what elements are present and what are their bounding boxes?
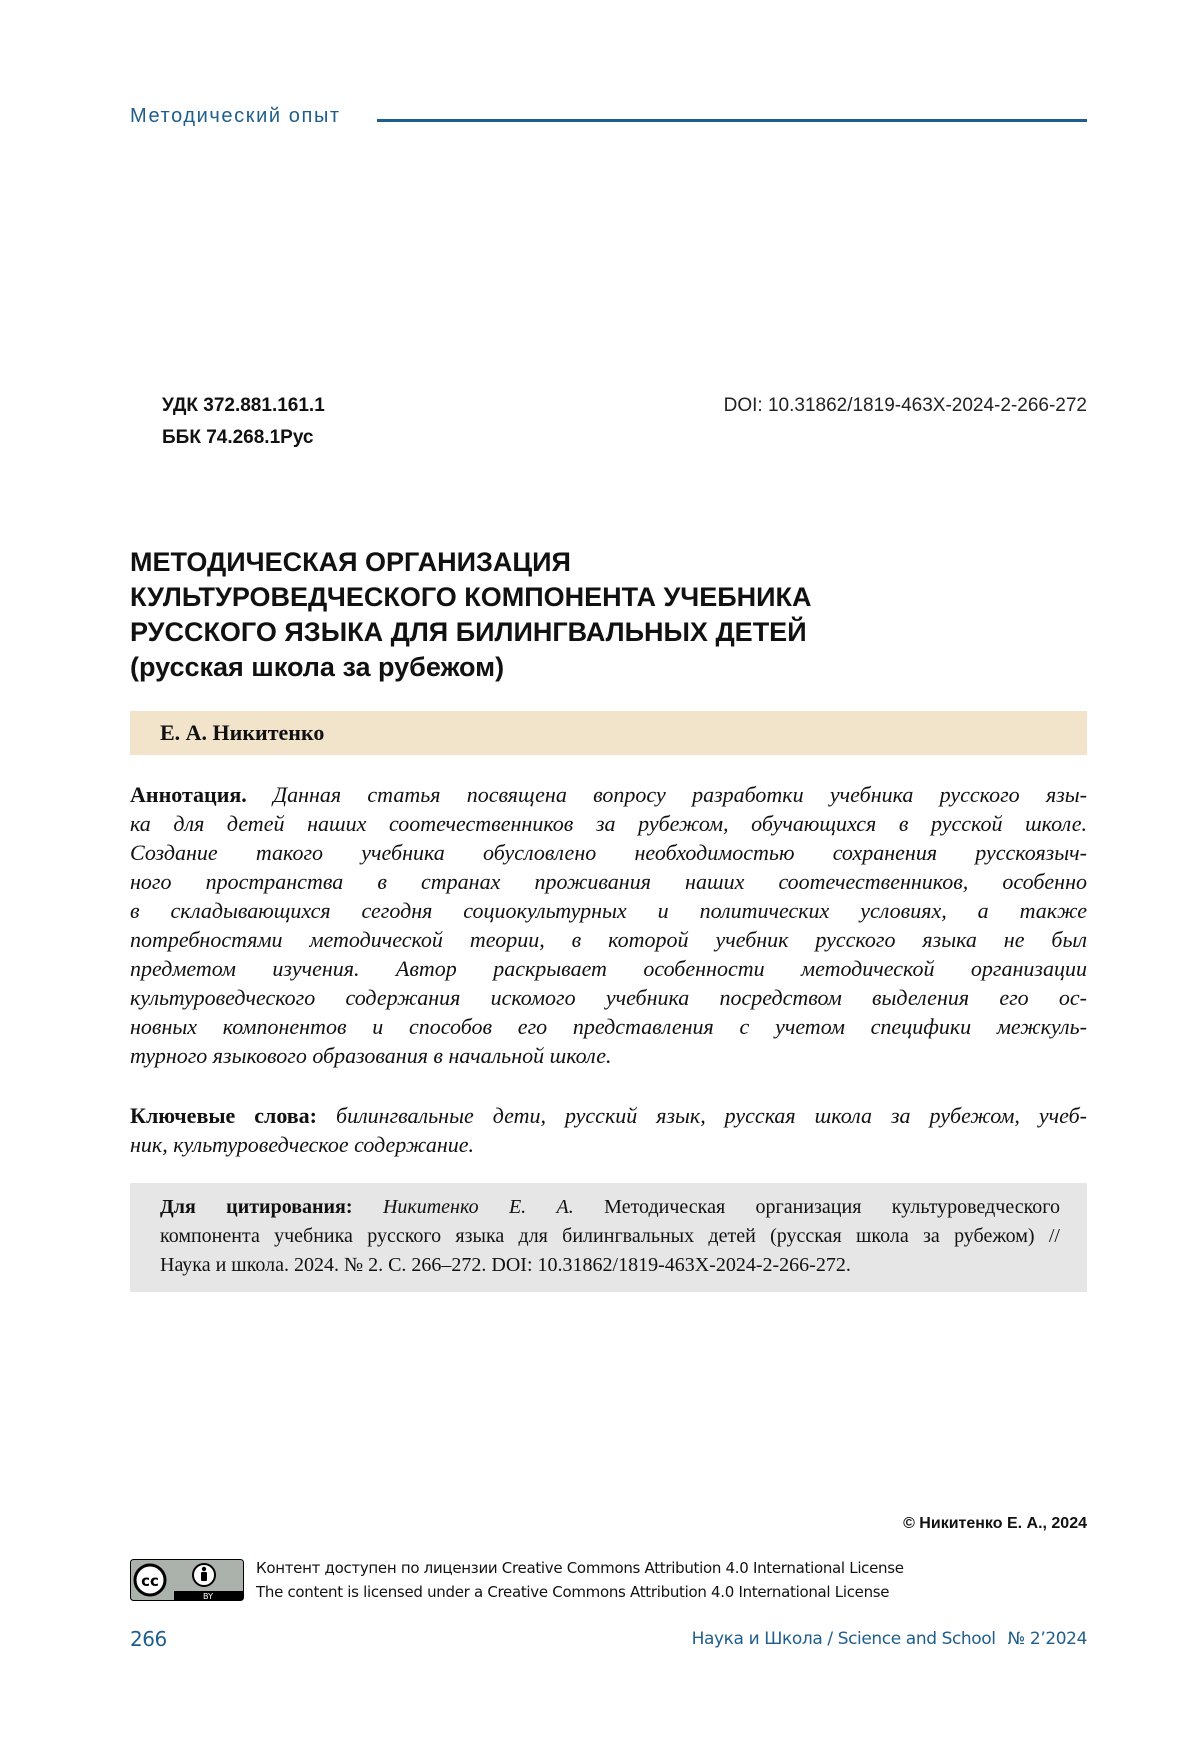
page-number: 266 [130, 1627, 167, 1651]
header-rule [377, 119, 1087, 122]
abstract-line [130, 867, 1087, 896]
abstract-text: турного языкового образования в начальной школе. [130, 1043, 612, 1068]
title-line: РУССКОГО ЯЗЫКА ДЛЯ БИЛИНГВАЛЬНЫХ ДЕТЕЙ [130, 617, 807, 647]
keywords-text: ник, культуроведческое содержание. [130, 1132, 475, 1157]
cc-by-license-icon[interactable] [130, 1559, 244, 1601]
license-text [256, 1556, 904, 1604]
svg-text:cc: cc [141, 1572, 159, 1590]
keywords-text: билингвальные дети, русский язык, русская школа за рубежом, учеб- [336, 1103, 1088, 1128]
keywords [130, 1101, 1087, 1159]
abstract-text: ного пространства в странах проживания наших соотечественников, особенно [130, 869, 1087, 894]
abstract-text: Создание такого учебника обусловлено необходимостью сохранения русскоязыч- [130, 840, 1087, 865]
abstract [130, 780, 1087, 1070]
abstract-text: предметом изучения. Автор раскрывает особенности методической организации [130, 956, 1087, 981]
abstract-line [130, 954, 1087, 983]
abstract-line [130, 896, 1087, 925]
title-line: КУЛЬТУРОВЕДЧЕСКОГО КОМПОНЕНТА УЧЕБНИКА [130, 582, 812, 612]
keywords-line [130, 1130, 1087, 1159]
copyright: © Никитенко Е. А., 2024 [903, 1515, 1087, 1532]
udk-code: УДК 372.881.161.1 [162, 395, 325, 416]
keywords-label: Ключевые слова: [130, 1103, 318, 1128]
classification-codes [162, 390, 325, 454]
abstract-text: в складывающихся сегодня социокультурных и политических условиях, а также [130, 898, 1087, 923]
citation-box [130, 1183, 1087, 1292]
abstract-line [130, 925, 1087, 954]
journal-issue: № 2’2024 [1007, 1629, 1087, 1649]
section-header: Методический опыт [130, 105, 341, 127]
abstract-line [130, 1012, 1087, 1041]
citation-line: компонента учебника русского языка для билингвальных детей (русская школа за рубежом) // [160, 1225, 1060, 1247]
abstract-line [130, 780, 1087, 809]
abstract-text: новных компонентов и способов его представления с учетом специфики межкуль- [130, 1014, 1087, 1039]
license-line-en: The content is licensed under a Creative Commons Attribution 4.0 International License [256, 1583, 890, 1601]
citation-line [160, 1193, 1060, 1222]
citation-label: Для цитирования: [160, 1196, 353, 1218]
article-title [130, 545, 1030, 685]
citation-title: Методическая организация культуроведческого [604, 1196, 1060, 1218]
citation-author: Никитенко Е. А. [382, 1196, 574, 1218]
journal-name: Наука и Школа / Science and School [691, 1629, 996, 1649]
citation-line: Наука и школа. 2024. № 2. С. 266–272. DOI: 10.31862/1819-463X-2024-2-266-272. [160, 1254, 851, 1276]
title-subline: (русская школа за рубежом) [130, 652, 505, 682]
abstract-label: Аннотация. [130, 782, 247, 807]
abstract-line [130, 1041, 1087, 1070]
journal-footer [692, 1629, 1087, 1649]
abstract-text: потребностями методической теории, в которой учебник русского языка не был [130, 927, 1087, 952]
abstract-text: Данная статья посвящена вопросу разработки учебника русского язы- [273, 782, 1088, 807]
author-name: Е. А. Никитенко [160, 720, 325, 745]
abstract-line [130, 983, 1087, 1012]
bbk-code: ББК 74.268.1Рус [162, 427, 314, 448]
license-line-ru: Контент доступен по лицензии Creative Commons Attribution 4.0 International License [256, 1559, 904, 1577]
title-line: МЕТОДИЧЕСКАЯ ОРГАНИЗАЦИЯ [130, 547, 571, 577]
citation-text [160, 1193, 1060, 1280]
abstract-line [130, 838, 1087, 867]
author-bar [130, 711, 1087, 755]
abstract-text: ка для детей наших соотечественников за рубежом, обучающихся в русской школе. [130, 811, 1087, 836]
abstract-text: культуроведческого содержания искомого учебника посредством выделения его ос- [130, 985, 1087, 1010]
abstract-line [130, 809, 1087, 838]
doi[interactable]: DOI: 10.31862/1819-463X-2024-2-266-272 [723, 395, 1087, 416]
cc-by-label: BY [203, 1592, 213, 1601]
keywords-line [130, 1101, 1087, 1130]
